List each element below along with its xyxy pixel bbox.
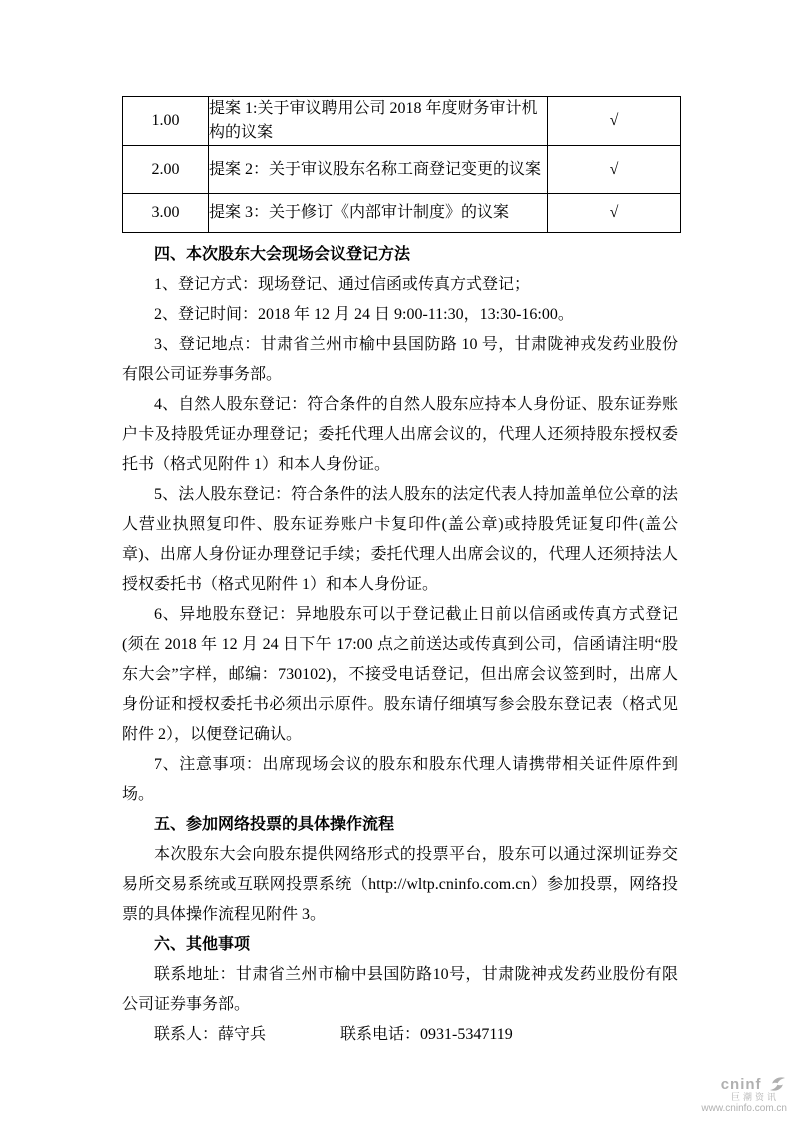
checkmark-cell: √ xyxy=(548,194,681,233)
proposal-code: 2.00 xyxy=(123,146,209,194)
paragraph-registration-method: 1、登记方式：现场登记、通过信函或传真方式登记； xyxy=(154,276,531,293)
paragraph-legal-person: 5、法人股东登记：符合条件的法人股东的法定代表人持加盖单位公章的法人营业执照复印件、股东证券账户卡复印件(盖公章)或持股凭证复印件(盖公章)、出席人身份证办理登记手续；委托代理人出席会议的，代理人还须持法人授权委托书（格式见附件 1）和本人身份证。 xyxy=(122,486,678,593)
contact-line xyxy=(122,1020,678,1050)
checkmark-cell: √ xyxy=(548,146,681,194)
contact-phone: 联系电话：0931-5347119 xyxy=(340,1026,513,1043)
table-row xyxy=(123,97,681,146)
cninfo-logo-row xyxy=(701,1076,787,1092)
document-content xyxy=(122,96,678,1050)
proposal-text: 提案 3：关于修订《内部审计制度》的议案 xyxy=(209,194,548,233)
cninfo-url: www.cninfo.com.cn xyxy=(701,1103,787,1114)
table-row xyxy=(123,194,681,233)
proposal-code: 3.00 xyxy=(123,194,209,233)
cninfo-brand-text: cninf xyxy=(720,1075,762,1093)
checkmark-cell: √ xyxy=(548,97,681,146)
proposal-table xyxy=(122,96,681,233)
section-heading-6: 六、其他事项 xyxy=(154,936,251,953)
paragraph-contact-address: 联系地址：甘肃省兰州市榆中县国防路10号，甘肃陇神戎发药业股份有限公司证券事务部。 xyxy=(122,966,678,1013)
document-body xyxy=(122,240,678,1050)
paragraph-notice: 7、注意事项：出席现场会议的股东和股东代理人请携带相关证件原件到场。 xyxy=(122,756,678,803)
cninfo-chinese-name: 巨潮资讯 xyxy=(730,1092,779,1102)
proposal-text: 提案 2：关于审议股东名称工商登记变更的议案 xyxy=(209,146,548,194)
section-heading-5: 五、参加网络投票的具体操作流程 xyxy=(154,816,395,833)
section-heading-4: 四、本次股东大会现场会议登记方法 xyxy=(154,246,411,263)
paragraph-natural-person: 4、自然人股东登记：符合条件的自然人股东应持本人身份证、股东证券账户卡及持股凭证办理登记；委托代理人出席会议的，代理人还须持股东授权委托书（格式见附件 1）和本人身份证。 xyxy=(122,396,678,473)
proposal-text: 提案 1:关于审议聘用公司 2018 年度财务审计机构的议案 xyxy=(209,97,548,146)
cninfo-logo xyxy=(701,1076,787,1115)
paragraph-online-voting: 本次股东大会向股东提供网络形式的投票平台，股东可以通过深圳证券交易所交易系统或互联网投票系统（http://wltp.cninfo.com.cn）参加投票，网络投票的具体操作流程见附件 3。 xyxy=(122,846,678,923)
table-row xyxy=(123,146,681,194)
paragraph-registration-place: 3、登记地点：甘肃省兰州市榆中县国防路 10 号，甘肃陇神戎发药业股份有限公司证券事务部。 xyxy=(122,336,678,383)
paragraph-remote-shareholder: 6、异地股东登记：异地股东可以于登记截止日前以信函或传真方式登记(须在 2018 年 12 月 24 日下午 17:00 点之前送达或传真到公司，信函请注明“股东大会”字样，邮编：730102)，不接受电话登记，但出席会议签到时，出席人身份证和授权委托书必须出示原件。股东请仔细填写参会股东登记表（格式见附件 2），以便登记确认。 xyxy=(122,606,678,743)
paragraph-registration-time: 2、登记时间：2018 年 12 月 24 日 9:00-11:30，13:30-16:00。 xyxy=(154,306,574,323)
cninfo-swirl-icon xyxy=(768,1076,787,1092)
proposal-code: 1.00 xyxy=(123,97,209,146)
contact-person: 联系人：薛守兵 xyxy=(154,1026,267,1043)
